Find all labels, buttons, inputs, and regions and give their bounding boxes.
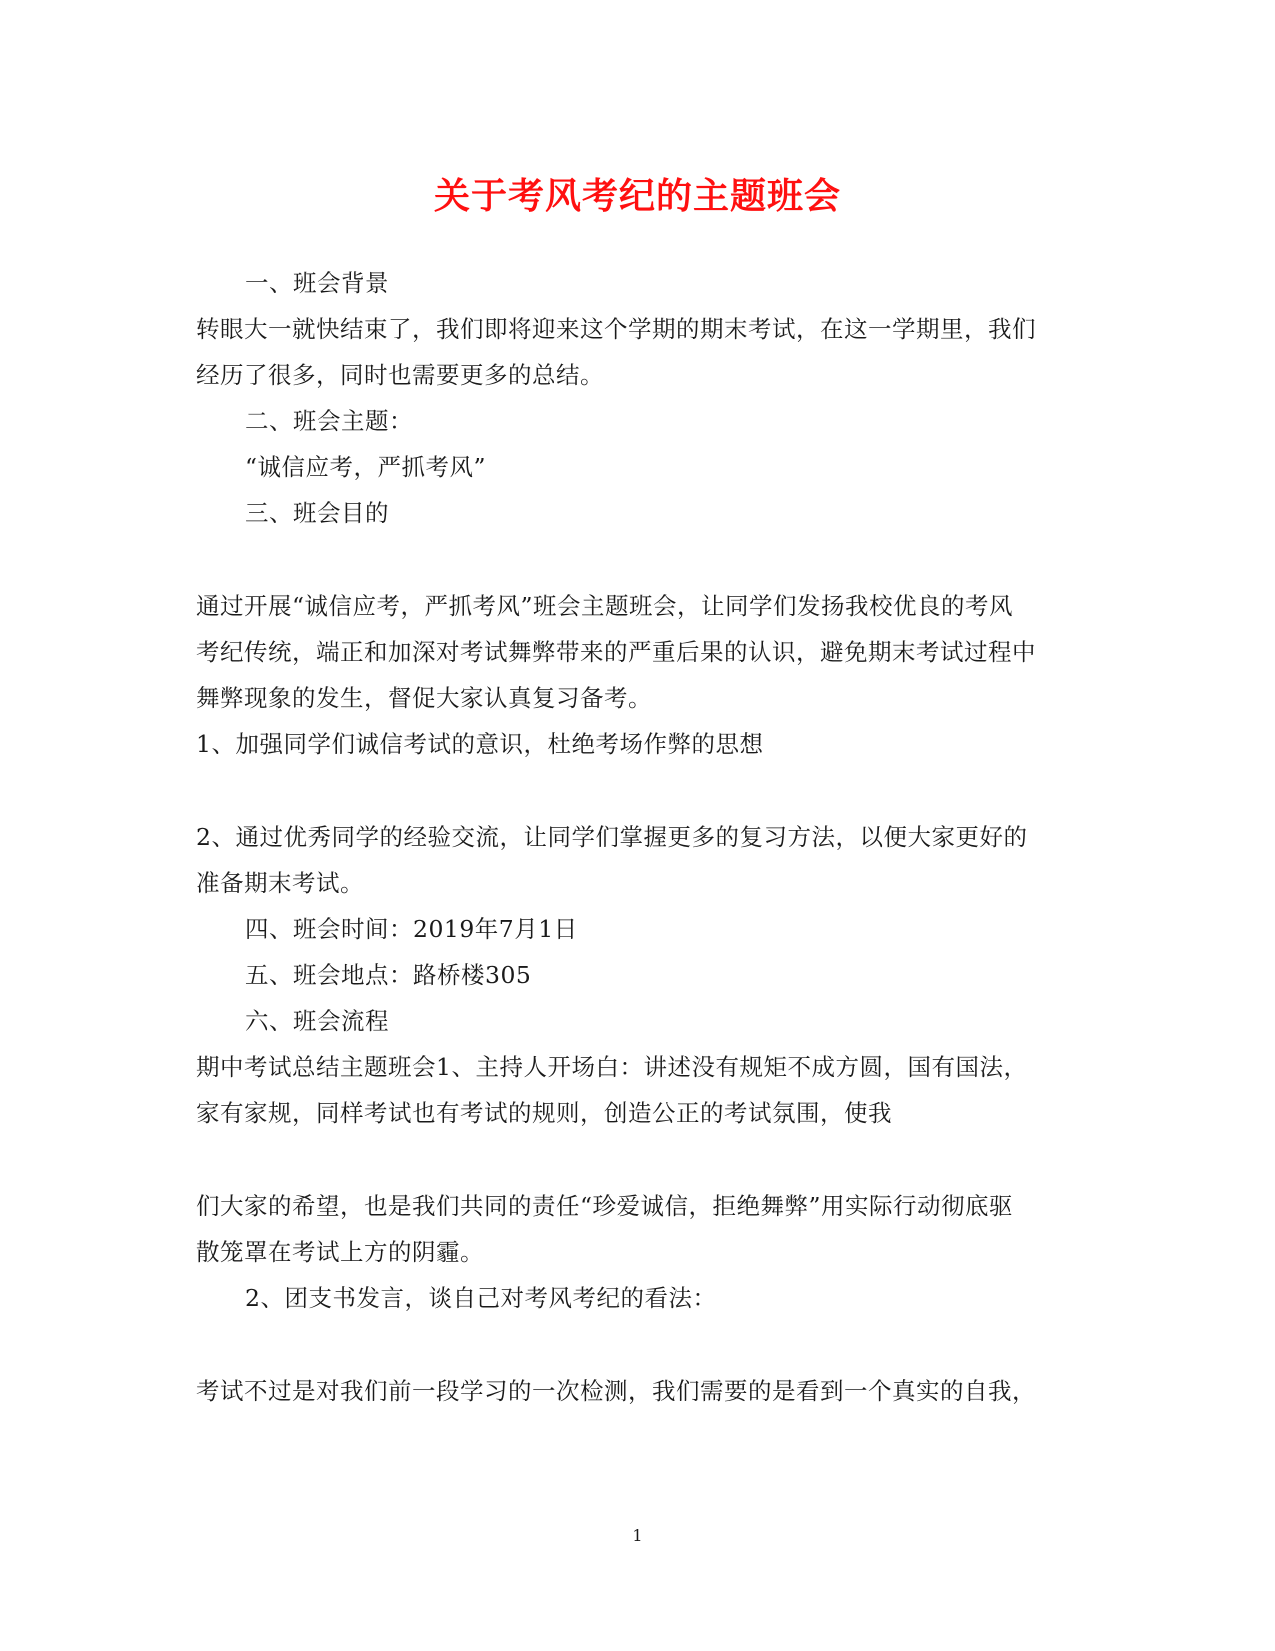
paragraph-line: 期中考试总结主题班会1、主持人开场白：讲述没有规矩不成方圆，国有国法， — [196, 1053, 1028, 1081]
section-heading-process: 六、班会流程 — [245, 1007, 389, 1035]
section-heading-location: 五、班会地点：路桥楼305 — [245, 961, 532, 989]
paragraph-line: 家有家规，同样考试也有考试的规则，创造公正的考试氛围，使我 — [196, 1099, 892, 1127]
paragraph-line: 经历了很多，同时也需要更多的总结。 — [196, 361, 604, 389]
document-title: 关于考风考纪的主题班会 — [433, 175, 841, 217]
list-item-2: 2、通过优秀同学的经验交流，让同学们掌握更多的复习方法，以便大家更好的 — [196, 823, 1028, 851]
paragraph-line: 准备期末考试。 — [196, 869, 364, 897]
paragraph-line: 舞弊现象的发生，督促大家认真复习备考。 — [196, 684, 652, 712]
paragraph-line: 通过开展“诚信应考，严抓考风”班会主题班会，让同学们发扬我校优良的考风 — [196, 592, 1014, 620]
list-item-step-2: 2、团支书发言，谈自己对考风考纪的看法： — [245, 1284, 717, 1312]
paragraph-line: 们大家的希望，也是我们共同的责任“珍爱诚信，拒绝舞弊”用实际行动彻底驱 — [196, 1192, 1014, 1220]
section-heading-theme: 二、班会主题： — [245, 407, 413, 435]
paragraph-line: 考纪传统，端正和加深对考试舞弊带来的严重后果的认识，避免期末考试过程中 — [196, 638, 1036, 666]
paragraph-line: 转眼大一就快结束了，我们即将迎来这个学期的期末考试，在这一学期里，我们 — [196, 315, 1036, 343]
section-heading-purpose: 三、班会目的 — [245, 499, 389, 527]
section-heading-time: 四、班会时间：2019年7月1日 — [245, 915, 578, 943]
paragraph-line: 散笼罩在考试上方的阴霾。 — [196, 1238, 484, 1266]
theme-quote: “诚信应考，严抓考风” — [245, 453, 487, 481]
list-item-1: 1、加强同学们诚信考试的意识，杜绝考场作弊的思想 — [196, 730, 764, 758]
paragraph-line: 考试不过是对我们前一段学习的一次检测，我们需要的是看到一个真实的自我， — [196, 1377, 1036, 1405]
page-number: 1 — [632, 1526, 643, 1545]
section-heading-background: 一、班会背景 — [245, 269, 389, 297]
